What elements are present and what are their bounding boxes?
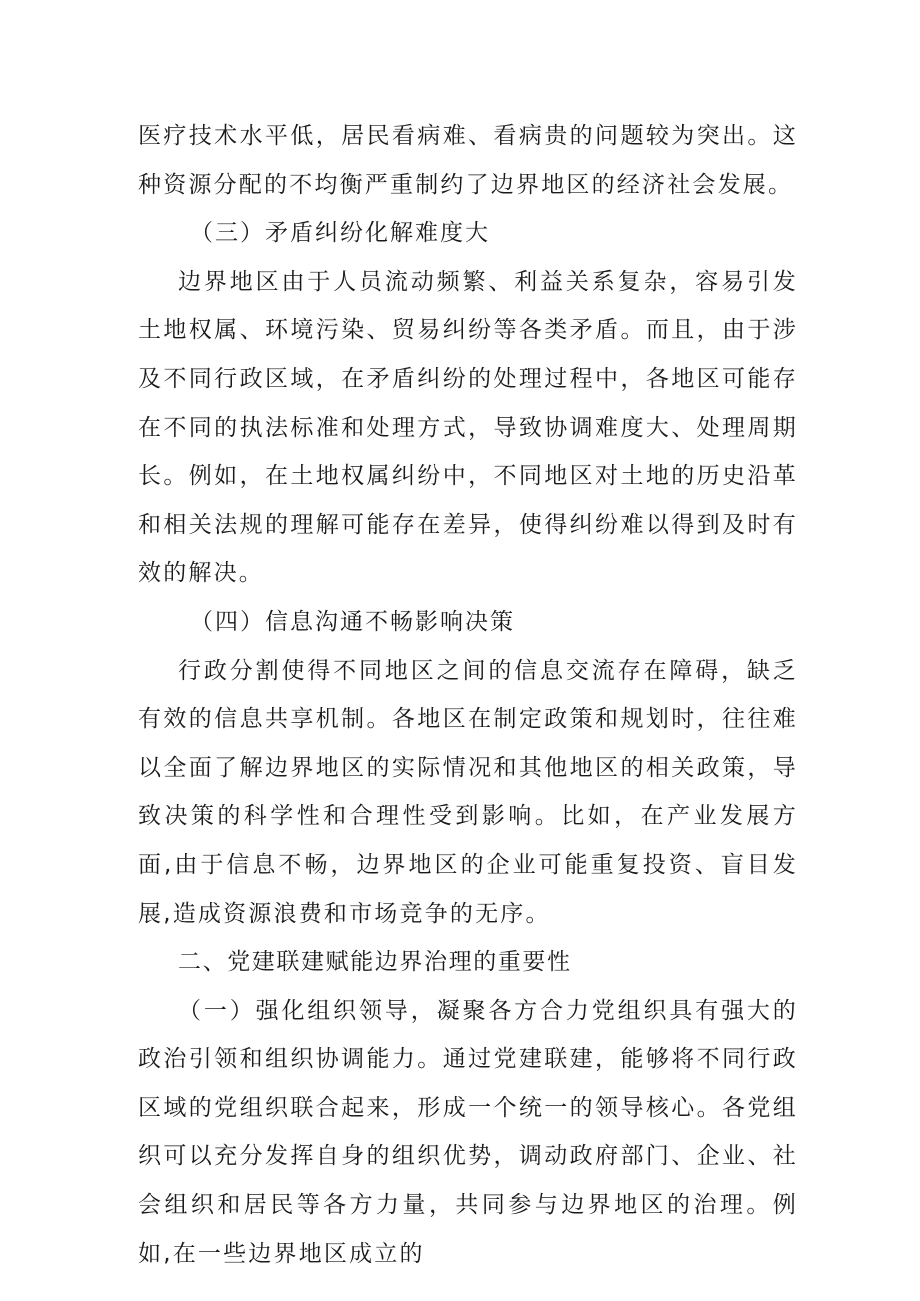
paragraph-information-communication: 行政分割使得不同地区之间的信息交流存在障碍，缺乏有效的信息共享机制。各地区在制定政策和规划时，往往难以全面了解边界地区的实际情况和其他地区的相关政策，导致决策的科学性和合理性受到影响。比如，在产业发展方面,由于信息不畅，边界地区的企业可能重复投资、盲目发展,造成资源浪费和市场竞争的无序。 [138,657,798,927]
paragraph-resource-imbalance: 医疗技术水平低，居民看病难、看病贵的问题较为突出。这种资源分配的不均衡严重制约了边界地区的经济社会发展。 [138,123,798,198]
paragraph-organizational-leadership: （一）强化组织领导，凝聚各方合力党组织具有强大的政治引领和组织协调能力。通过党建联建，能够将不同行政区域的党组织联合起来，形成一个统一的领导核心。各党组织可以充分发挥自身的组织优势，调动政府部门、企业、社会组织和居民等各方力量，共同参与边界地区的治理。例如,在一些边界地区成立的 [138,997,798,1267]
heading-information-communication: （四）信息沟通不畅影响决策 [190,608,515,635]
paragraph-conflict-resolution: 边界地区由于人员流动频繁、利益关系复杂，容易引发土地权属、环境污染、贸易纠纷等各类矛盾。而且，由于涉及不同行政区域，在矛盾纠纷的处理过程中，各地区可能存在不同的执法标准和处理方式，导致协调难度大、处理周期长。例如，在土地权属纠纷中，不同地区对土地的历史沿革和相关法规的理解可能存在差异，使得纠纷难以得到及时有效的解决。 [138,268,798,587]
heading-party-building-importance: 二、党建联建赋能边界治理的重要性 [178,949,572,976]
heading-conflict-resolution: （三）矛盾纠纷化解难度大 [190,220,490,247]
document-body [138,112,798,1278]
